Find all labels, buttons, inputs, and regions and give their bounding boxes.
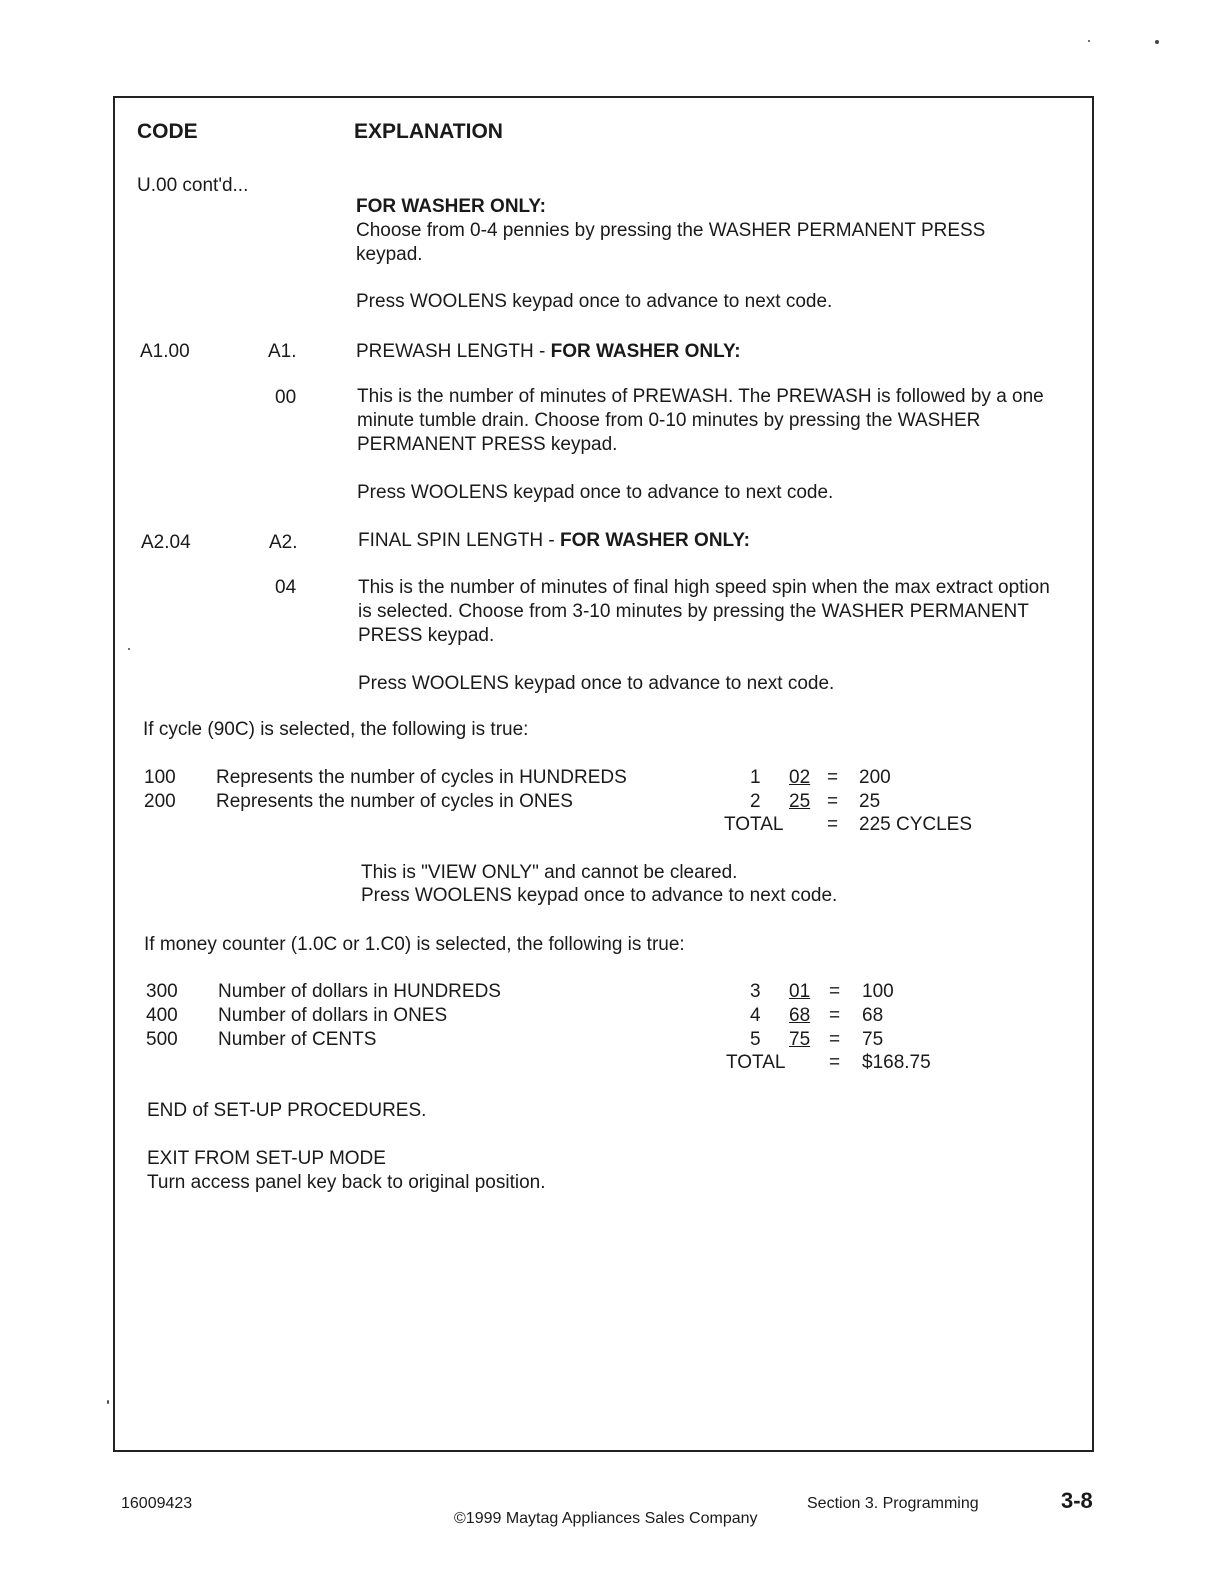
u00-text: Choose from 0-4 pennies by pressing the WASHER PERMANENT PRESS keypad.	[356, 220, 986, 265]
document-number: 16009423	[121, 1495, 193, 1512]
money-row-desc: Number of dollars in HUNDREDS	[218, 981, 501, 1002]
cycle-row-value: 02	[789, 767, 811, 788]
money-row-result: 75	[862, 1029, 884, 1050]
money-row-equals: =	[829, 1029, 841, 1050]
money-intro: If money counter (1.0C or 1.C0) is selected, the following is true:	[144, 934, 685, 955]
money-row-code: 400	[146, 1005, 178, 1026]
scan-speck	[128, 648, 130, 650]
money-total-label: TOTAL	[726, 1052, 786, 1073]
money-row-result: 68	[862, 1005, 884, 1026]
cycle-row-code: 200	[144, 791, 176, 812]
money-row-desc: Number of dollars in ONES	[218, 1005, 448, 1026]
cycle-row-equals: =	[827, 791, 839, 812]
exit-setup-text: Turn access panel key back to original position.	[147, 1172, 546, 1193]
cycle-advance: Press WOOLENS keypad once to advance to next code.	[361, 885, 838, 906]
a1-display-1: A1.	[268, 341, 297, 362]
explanation-column-heading: EXPLANATION	[354, 120, 503, 143]
a1-text: This is the number of minutes of PREWASH. The PREWASH is followed by a one minute tumble drain. Choose from 0-10 minutes by pressing the WASHER PERMANENT PRESS keypad.	[357, 386, 1044, 455]
a2-text: This is the number of minutes of final high speed spin when the max extract option is selected. Choose from 3-10 minutes by pressing the WASHER PERMANENT PRESS keypad.	[358, 577, 1050, 646]
u00-advance: Press WOOLENS keypad once to advance to next code.	[356, 291, 833, 312]
cycle-total-value: 225 CYCLES	[859, 814, 973, 835]
a1-title-bold: FOR WASHER ONLY:	[550, 341, 741, 362]
a1-title-normal: PREWASH LENGTH -	[356, 341, 551, 362]
cycle-total-label: TOTAL	[724, 814, 784, 835]
cycle-row-result: 200	[859, 767, 891, 788]
a2-title	[358, 529, 750, 553]
money-row-digit: 4	[750, 1005, 761, 1026]
money-row-digit: 3	[750, 981, 761, 1002]
money-row-desc: Number of CENTS	[218, 1029, 377, 1050]
a2-advance: Press WOOLENS keypad once to advance to next code.	[358, 673, 835, 694]
a1-advance: Press WOOLENS keypad once to advance to next code.	[357, 482, 834, 503]
section-label: Section 3. Programming	[807, 1495, 979, 1512]
a2-title-bold: FOR WASHER ONLY:	[560, 530, 751, 551]
money-total-value: $168.75	[862, 1052, 931, 1073]
cycle-row-result: 25	[859, 791, 881, 812]
a2-code: A2.04	[141, 532, 191, 553]
money-row-value: 68	[789, 1005, 811, 1026]
money-row-value: 75	[789, 1029, 811, 1050]
scan-speck	[1088, 40, 1090, 42]
money-row-code: 500	[146, 1029, 178, 1050]
u00-code: U.00 cont'd...	[137, 175, 249, 196]
exit-setup-title: EXIT FROM SET-UP MODE	[147, 1148, 386, 1169]
end-of-setup: END of SET-UP PROCEDURES.	[147, 1100, 427, 1121]
a2-display-1: A2.	[269, 532, 298, 553]
a1-display-2: 00	[275, 387, 297, 408]
cycle-row-equals: =	[827, 767, 839, 788]
a2-display-2: 04	[275, 577, 297, 598]
cycle-row-digit: 2	[750, 791, 761, 812]
scan-speck	[1155, 40, 1159, 44]
a2-title-normal: FINAL SPIN LENGTH -	[358, 530, 560, 551]
cycle-row-desc: Represents the number of cycles in HUNDREDS	[216, 767, 627, 788]
a1-title	[356, 340, 741, 364]
cycle-row-value: 25	[789, 791, 811, 812]
scan-speck	[107, 1400, 109, 1404]
money-row-code: 300	[146, 981, 178, 1002]
a1-code: A1.00	[140, 341, 190, 362]
cycle-intro: If cycle (90C) is selected, the following is true:	[143, 719, 529, 740]
code-column-heading: CODE	[137, 120, 198, 143]
cycle-row-desc: Represents the number of cycles in ONES	[216, 791, 573, 812]
cycle-total-equals: =	[827, 814, 839, 835]
money-row-digit: 5	[750, 1029, 761, 1050]
money-row-equals: =	[829, 1005, 841, 1026]
page-number: 3-8	[1061, 1488, 1093, 1513]
cycle-row-digit: 1	[750, 767, 761, 788]
cycle-row-code: 100	[144, 767, 176, 788]
money-row-equals: =	[829, 981, 841, 1002]
copyright: ©1999 Maytag Appliances Sales Company	[454, 1510, 758, 1527]
cycle-view-only-note: This is "VIEW ONLY" and cannot be cleared.	[361, 862, 738, 883]
u00-heading: FOR WASHER ONLY:	[356, 196, 547, 217]
money-row-value: 01	[789, 981, 811, 1002]
money-row-result: 100	[862, 981, 894, 1002]
money-total-equals: =	[829, 1052, 841, 1073]
